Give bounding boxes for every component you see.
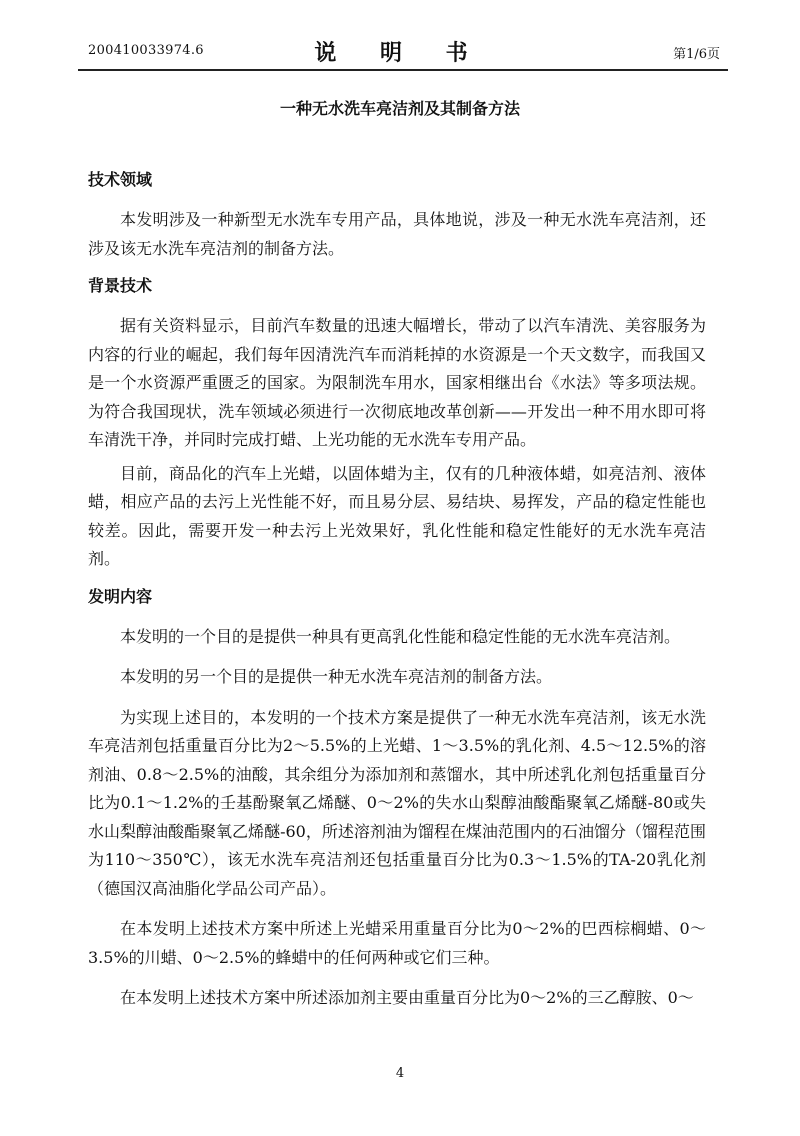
page-number: 4	[395, 1066, 405, 1081]
page-indicator: 第1/6页	[673, 47, 720, 62]
invention-title: 一种无水洗车亮洁剂及其制备方法	[279, 99, 520, 118]
section-heading-summary: 发明内容	[88, 586, 153, 606]
paragraph: 据有关资料显示，目前汽车数量的迅速大幅增长，带动了以汽车清洗、美容服务为内容的行业的崛起，我们每年因清洗汽车而消耗掉的水资源是一个天文数字，而我国又是一个水资源严重匮乏的国家。为限制洗车用水，国家相继出台《水法》等多项法规。为符合我国现状，洗车领域必须进行一次彻底地改革创新——开发出一种不用水即可将车清洗干净，并同时完成打蜡、上光功能的无水洗车专用产品。	[88, 316, 706, 449]
paragraph: 本发明的另一个目的是提供一种无水洗车亮洁剂的制备方法。	[120, 667, 553, 686]
paragraph: 在本发明上述技术方案中所述上光蜡采用重量百分比为0～2%的巴西棕榈蜡、0～3.5%的川蜡、0～2.5%的蜂蜡中的任何两种或它们三种。	[88, 919, 706, 967]
document-body	[88, 170, 706, 1013]
section-heading-technical-field: 技术领域	[88, 170, 153, 189]
paragraph: 在本发明上述技术方案中所述添加剂主要由重量百分比为0～2%的三乙醇胺、0～	[120, 988, 694, 1007]
paragraph: 本发明涉及一种新型无水洗车专用产品，具体地说，涉及一种无水洗车亮洁剂，还涉及该无水洗车亮洁剂的制备方法。	[88, 210, 706, 258]
document-type-title: 说 明 书	[314, 40, 486, 66]
header-divider	[78, 69, 728, 71]
section-heading-background: 背景技术	[88, 276, 153, 295]
paragraph: 为实现上述目的，本发明的一个技术方案是提供了一种无水洗车亮洁剂，该无水洗车亮洁剂包括重量百分比为2～5.5%的上光蜡、1～3.5%的乳化剂、4.5～12.5%的溶剂油、0.8～2.5%的油酸，其余组分为添加剂和蒸馏水，其中所述乳化剂包括重量百分比为0.1～1.2%的壬基酚聚氧乙烯醚、0～2%的失水山梨醇油酸酯聚氧乙烯醚-80或失水山梨醇油酸酯聚氧乙烯醚-60，所述溶剂油为馏程在煤油范围内的石油馏分（馏程范围为110～350℃），该无水洗车亮洁剂还包括重量百分比为0.3～1.5%的TA-20乳化剂（德国汉高油脂化学品公司产品）。	[88, 707, 706, 898]
paragraph: 目前，商品化的汽车上光蜡，以固体蜡为主，仅有的几种液体蜡，如亮洁剂、液体蜡，相应产品的去污上光性能不好，而且易分层、易结块、易挥发，产品的稳定性能也较差。因此，需要开发一种去污上光效果好，乳化性能和稳定性能好的无水洗车亮洁剂。	[88, 463, 706, 568]
paragraph: 本发明的一个目的是提供一种具有更高乳化性能和稳定性能的无水洗车亮洁剂。	[120, 626, 681, 646]
application-number: 200410033974.6	[88, 43, 204, 58]
